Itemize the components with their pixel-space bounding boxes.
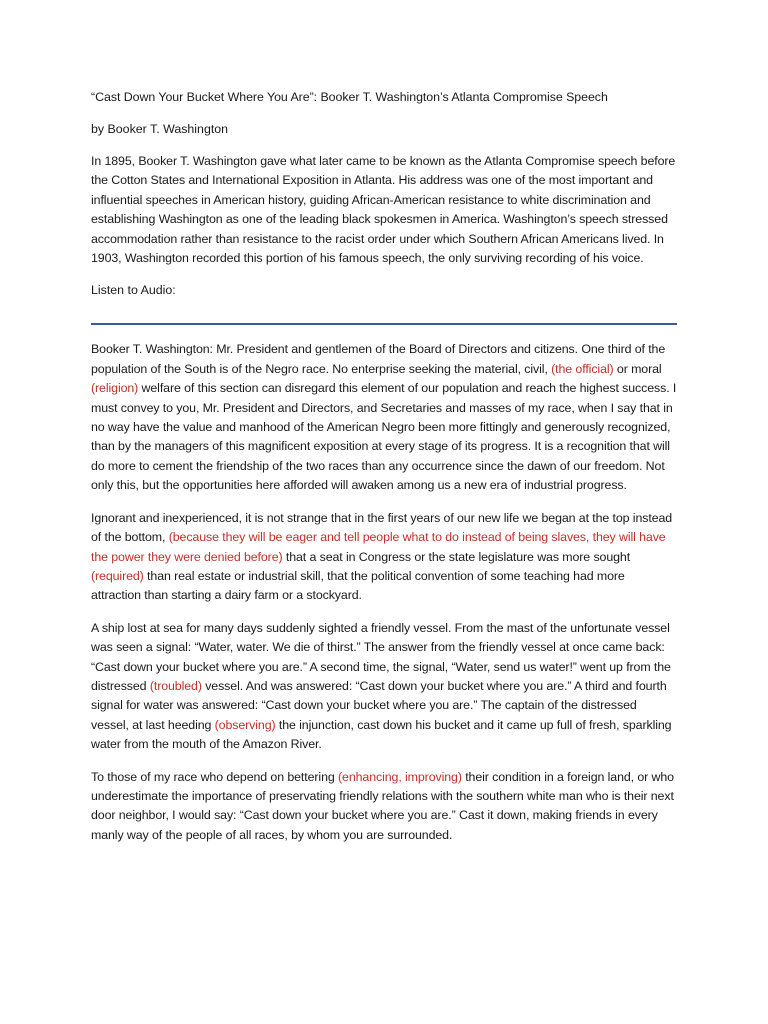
annotation-note: (enhancing, improving) (338, 769, 462, 784)
speech-text: or moral (613, 361, 662, 376)
speech-text: A ship lost at sea for many days suddenly sighted a friendly vessel. From the mast of the unfortunate vessel was seen a signal: “Water, water. We die of thirst.” The answer from the friendly vessel at once came back: “Cast down your bucket where you are.” A second time, the signal, “Water, send us water!” went up from the distressed (91, 620, 671, 693)
speech-text: than real estate or industrial skill, that the political convention of some teaching had more attraction than starting a dairy farm or a stockyard. (91, 568, 625, 603)
annotation-note: (troubled) (149, 678, 202, 693)
document-byline: by Booker T. Washington (91, 122, 229, 136)
intro-paragraph: In 1895, Booker T. Washington gave what later came to be known as the Atlanta Compromise speech before the Cotton States and International Exposition in Atlanta. His address was one of the most important and influential speeches in American history, guiding African-American resistance to white discrimination and establishing Washington as one of the leading black spokesmen in America. Washington’s speech stressed accommodation rather than resistance to the racist order under which Southern African Americans lived. In 1903, Washington recorded this portion of his famous speech, the only surviving recording of his voice. (91, 154, 676, 266)
annotation-note: (the official) (551, 361, 614, 376)
speech-paragraph-1 (91, 340, 677, 495)
annotation-note: (observing) (214, 717, 276, 732)
listen-to-audio-label[interactable]: Listen to Audio: (91, 283, 176, 298)
document-title: “Cast Down Your Bucket Where You Are”: Booker T. Washington’s Atlanta Compromise Speech (91, 90, 608, 104)
speech-text: that a seat in Congress or the state legislature was more sought (282, 549, 631, 564)
speaker-label: Booker T. Washington: (91, 342, 213, 357)
annotation-note: (required) (91, 568, 144, 583)
speech-text: Mr. President and gentlemen of the Board of Directors and citizens. One third of the population of the South is of the Negro race. No enterprise seeking the material, civil, (91, 342, 666, 376)
speech-text: To those of my race who depend on bettering (91, 769, 339, 784)
horizontal-rule (91, 323, 677, 325)
speech-text: the injunction, cast down his bucket and it came up full of fresh, sparkling water from the mouth of the Amazon River. (91, 717, 672, 752)
speech-text: their condition in a foreign land, or who underestimate the importance of preservating friendly relations with the southern white man who is their next door neighbor, I would say: “Cast down your bucket where you are.” Cast it down, making friends in every manly way of the people of all races, by whom you are surrounded. (91, 769, 674, 842)
annotation-note: (religion) (91, 381, 139, 396)
speech-paragraph-3 (91, 619, 677, 755)
speech-text: vessel. And was answered: “Cast down your bucket where you are.” A third and fourth signal for water was answered: “Cast down your bucket where you are.” The captain of the distressed vessel, at last heeding (91, 678, 667, 732)
annotation-note: (because they will be eager and tell people what to do instead of being slaves, they will have the power they were denied before) (91, 530, 666, 564)
speech-paragraph-4 (91, 768, 677, 846)
speech-text: Ignorant and inexperienced, it is not strange that in the first years of our new life we began at the top instead of the bottom, (91, 510, 673, 545)
speech-text: welfare of this section can disregard this element of our population and reach the highest success. I must convey to you, Mr. President and Directors, and Secretaries and masses of my race, when I say that in no way have the value and manhood of the American Negro been more fittingly and generously recognized, than by the managers of this magnificent exposition at every stage of its progress. It is a recognition that will do more to cement the friendship of the two races than any occurrence since the dawn of our freedom. Not only this, but the opportunities here afforded will awaken among us a new era of industrial progress. (91, 381, 677, 493)
speech-paragraph-2 (91, 509, 677, 606)
document-page (91, 88, 677, 858)
